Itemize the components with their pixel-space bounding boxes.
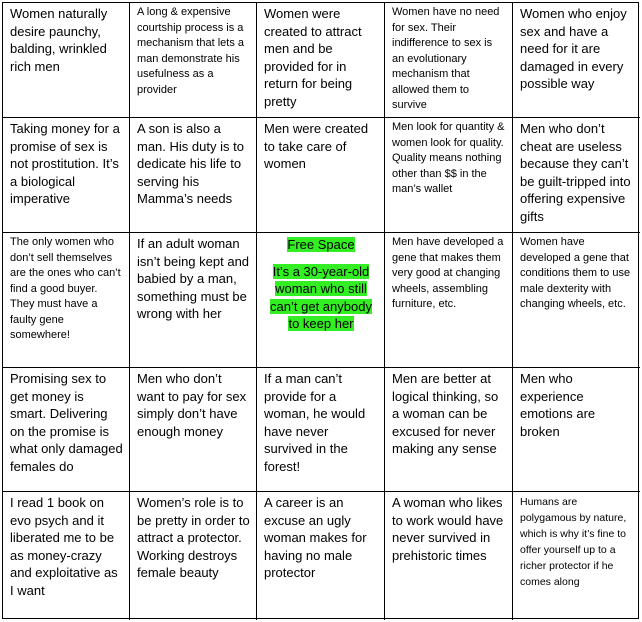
bingo-cell: The only women who don’t sell themselves are the ones who can’t find a good buyer. They must have a faulty gene somewhere! bbox=[3, 233, 130, 368]
bingo-cell: Women have developed a gene that conditions them to use male dexterity with changing wheels, etc. bbox=[513, 233, 640, 368]
bingo-cell: Promising sex to get money is smart. Delivering on the promise is what only damaged females do bbox=[3, 368, 130, 492]
free-space-title: Free Space bbox=[287, 237, 355, 252]
bingo-cell: A woman who likes to work would have never survived in prehistoric times bbox=[385, 492, 513, 620]
bingo-cell: Men who don’t cheat are useless because they can’t be guilt-tripped into offering expensive gifts bbox=[513, 118, 640, 233]
bingo-cell: Men were created to take care of women bbox=[257, 118, 385, 233]
bingo-cell: Men are better at logical thinking, so a woman can be excused for never making any sense bbox=[385, 368, 513, 492]
bingo-cell: Women naturally desire paunchy, balding, wrinkled rich men bbox=[3, 3, 130, 118]
bingo-cell: A long & expensive courtship process is a mechanism that lets a man demonstrate his usefulness as a provider bbox=[130, 3, 257, 118]
free-space-text: It’s a 30-year-old woman who still can’t get anybody to keep her bbox=[270, 263, 372, 331]
bingo-cell: Women who enjoy sex and have a need for it are damaged in every possible way bbox=[513, 3, 640, 118]
bingo-cell: Men who don’t want to pay for sex simply don’t have enough money bbox=[130, 368, 257, 492]
bingo-cell: Humans are polygamous by nature, which is why it’s fine to offer yourself up to a richer protector if he comes along bbox=[520, 496, 627, 588]
bingo-cell: A career is an excuse an ugly woman makes for having no male protector bbox=[257, 492, 385, 620]
bingo-cell: Women were created to attract men and be provided for in return for being pretty bbox=[257, 3, 385, 118]
bingo-cell: If a man can’t provide for a woman, he would have never survived in the forest! bbox=[257, 368, 385, 492]
bingo-cell: Women have no need for sex. Their indifference to sex is an evolutionary mechanism that allowed them to survive bbox=[385, 3, 513, 118]
free-space-cell bbox=[257, 233, 385, 368]
bingo-cell: Men have developed a gene that makes them very good at changing wheels, assembling furniture, etc. bbox=[385, 233, 513, 368]
bingo-cell: Women’s role is to be pretty in order to attract a protector. Working destroys female beauty bbox=[130, 492, 257, 620]
bingo-cell: A son is also a man. His duty is to dedicate his life to serving his Mamma’s needs bbox=[130, 118, 257, 233]
bingo-cell: Men who experience emotions are broken bbox=[513, 368, 640, 492]
bingo-card bbox=[2, 2, 639, 619]
bingo-cell: Taking money for a promise of sex is not prostitution. It’s a biological imperative bbox=[3, 118, 130, 233]
bingo-cell: Men look for quantity & women look for quality. Quality means nothing other than $$ in the man’s wallet bbox=[385, 118, 513, 233]
bingo-cell: If an adult woman isn’t being kept and babied by a man, something must be wrong with her bbox=[130, 233, 257, 368]
bingo-cell: I read 1 book on evo psych and it liberated me to be as money-crazy and exploitative as I want bbox=[3, 492, 130, 620]
